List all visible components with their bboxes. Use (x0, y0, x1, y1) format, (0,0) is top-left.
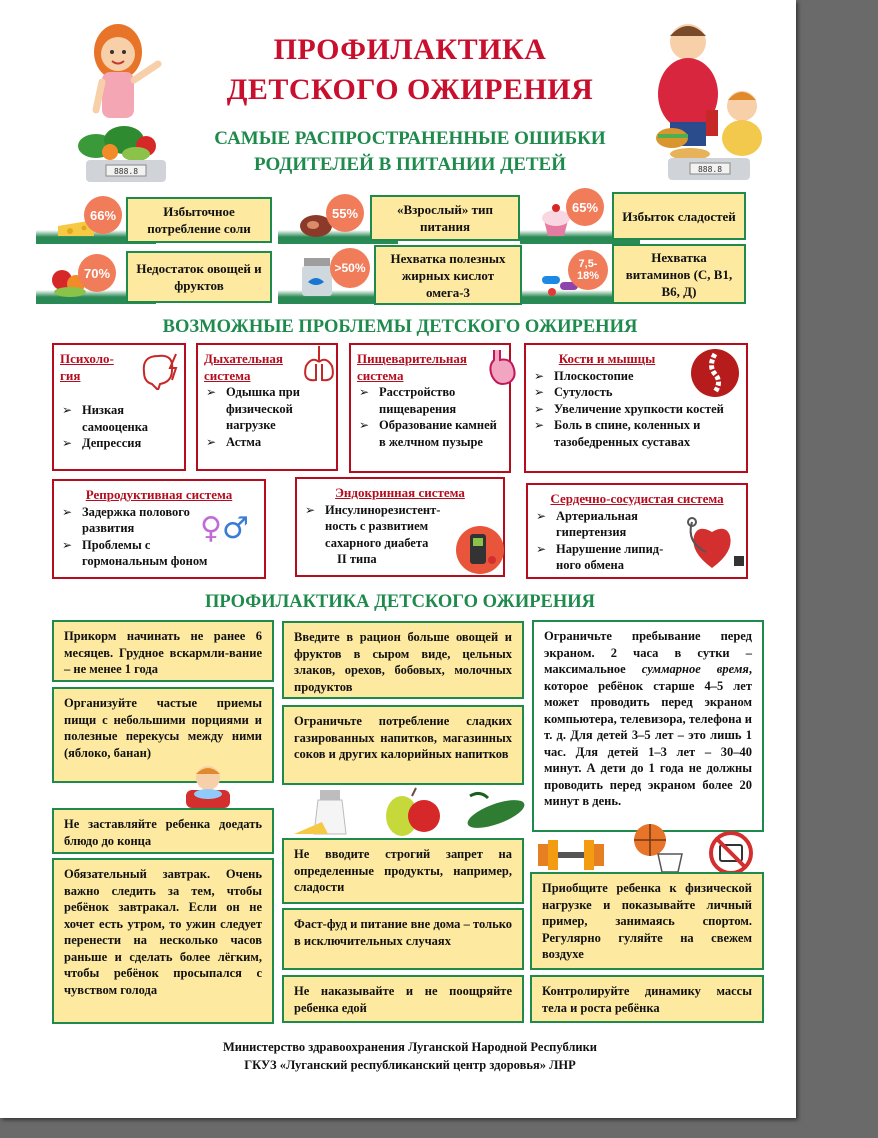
mistake-percent-badge: 65% (566, 188, 604, 226)
child-eating-icon (166, 762, 250, 810)
brain-icon (138, 350, 182, 390)
problem-title: Пищеварительная система (357, 351, 467, 383)
problem-item: ➢ Боль в спине, коленных и тазобедренных суставах (532, 417, 740, 450)
mistake-card: Избыточное потребление соли (126, 197, 272, 243)
dumbbell-icon (536, 836, 606, 872)
gender-symbols-icon: ♀♂ (200, 511, 249, 546)
tip-frequent-meals: Организуйте частые приемы пищи с небольшими порциями и полезные перекусы между ними (яблоко, банан) (52, 687, 274, 783)
problem-item: ➢ Сутулость (532, 384, 740, 401)
page-title (170, 30, 650, 110)
stomach-icon (484, 346, 520, 390)
subtitle-line-1: САМЫЕ РАСПРОСТРАНЕННЫЕ ОШИБКИ (214, 128, 606, 149)
tip-screen-time (532, 620, 764, 832)
mistake-percent-badge: >50% (330, 248, 370, 288)
subtitle (150, 126, 670, 178)
glucometer-icon (454, 524, 506, 576)
screen-text-part1: Ограничьте пребывание перед экраном. 2 часа в сутки – максимальное (544, 629, 752, 676)
tip-fast-food: Фаст-фуд и питание вне дома – только в исключительных случаях (282, 908, 524, 970)
spine-icon (690, 348, 740, 398)
footer-line-2: ГКУЗ «Луганский республиканский центр здоровья» ЛНР (244, 1058, 576, 1072)
basketball-hoop-icon (622, 822, 692, 874)
mistake-percent-badge: 66% (84, 196, 122, 234)
mistake-card: Нехватка витаминов (С, В1, В6, Д) (612, 244, 746, 304)
mistake-card: Недостаток овощей и фруктов (126, 251, 272, 303)
lungs-icon (298, 342, 340, 386)
heart-blood-pressure-icon (682, 512, 746, 574)
problem-item: ➢ Образование камней в желчном пузыре (357, 417, 503, 450)
mistake-card: «Взрослый» тип питания (370, 195, 520, 241)
footer-line-1: Министерство здравоохранения Луганской Народной Республики (222, 1040, 598, 1054)
milk-cheese-icon (292, 788, 356, 840)
problem-item: ➢ Проблемы с гормональным фоном (60, 537, 210, 570)
tip-control-weight: Контролируйте динамику массы тела и роста ребёнка (530, 975, 764, 1023)
problem-item: ➢ Нарушение липид-ного обмена (534, 541, 674, 574)
footer (150, 1038, 670, 1074)
problem-title: Сердечно-сосудистая система (550, 491, 724, 506)
tip-no-food-reward: Не наказывайте и не поощряйте ребенка едой (282, 975, 524, 1023)
apple-pear-icon (380, 780, 444, 840)
tip-more-vegetables: Введите в рацион больше овощей и фруктов в сыром виде, цельных злаков, орехов, бобовых, молочных продуктов (282, 621, 524, 699)
right-scale-readout: 888.8 (697, 165, 723, 174)
title-line-1: ПРОФИЛАКТИКА (273, 33, 547, 66)
problem-item: ➢ Одышка при физической нагрузке (204, 384, 330, 434)
screen-text-part2: , которое ребёнок старше 4–5 лет может проводить перед экраном компьютера, телевизора, телефона и т. д. Для детей 3–5 лет – это лишь 1 час. Для детей 1–3 лет – 30–40 минут. А дети до 1 года не должны проводить перед экраном более 20 минут в день. (544, 662, 752, 808)
mistake-percent-badge: 7,5-18% (568, 250, 608, 290)
mistake-card: Избыток сладостей (612, 192, 746, 240)
tip-no-strict-ban: Не вводите строгий запрет на определенные продукты, например, сладости (282, 838, 524, 904)
subtitle-line-2: РОДИТЕЛЕЙ В ПИТАНИИ ДЕТЕЙ (253, 154, 566, 175)
mistake-card: Нехватка полезных жирных кислот омега-3 (374, 245, 522, 305)
problem-item-tail: II типа (337, 552, 377, 566)
problem-title: Психоло-гия (60, 351, 114, 383)
no-tv-icon (708, 830, 754, 876)
problem-title: Кости и мышцы (558, 351, 656, 366)
left-scale-readout: 888.8 (113, 167, 139, 176)
mistake-percent-badge: 70% (78, 254, 116, 292)
problem-title: Эндокринная система (335, 485, 465, 500)
prevention-heading: ПРОФИЛАКТИКА ДЕТСКОГО ОЖИРЕНИЯ (205, 592, 595, 612)
screen-text-italic: суммарное время (641, 662, 749, 676)
problem-item: ➢ Артериальная гипертензия (534, 508, 674, 541)
problem-item: ➢ Плоскостопие (532, 368, 740, 385)
problem-item: ➢ Увеличение хрупкости костей (532, 401, 740, 418)
problem-item: ➢ Расстройство пищеварения (357, 384, 503, 417)
problem-title: Дыхательная система (204, 351, 283, 383)
problem-item: ➢ Задержка полового развития (60, 504, 210, 537)
problem-title: Репродуктивная система (85, 487, 233, 502)
tip-no-forcing: Не заставляйте ребенка доедать блюдо до конца (52, 808, 274, 854)
problem-item: ➢ Низкая самооценка (60, 402, 178, 435)
title-line-2: ДЕТСКОГО ОЖИРЕНИЯ (226, 73, 594, 106)
tip-physical-activity: Приобщите ребенка к физической нагрузке и показывайте личный пример, занимаясь спортом. Регулярно гуляйте на свежем воздухе (530, 872, 764, 970)
tip-limit-sugary-drinks: Ограничьте потребление сладких газированных напитков, магазинных соков и других калорийных напитков (282, 705, 524, 785)
problem-item: ➢ Инсулинорезистент-ность с развитием сахарного диабета (303, 502, 453, 552)
problems-heading: ВОЗМОЖНЫЕ ПРОБЛЕМЫ ДЕТСКОГО ОЖИРЕНИЯ (162, 317, 638, 337)
mistake-percent-badge: 55% (326, 194, 364, 232)
problem-item: ➢ Астма (204, 434, 330, 451)
tip-complementary-feeding: Прикорм начинать не ранее 6 месяцев. Грудное вскармли-вание – не менее 1 года (52, 620, 274, 682)
tip-breakfast: Обязательный завтрак. Очень важно следить за тем, чтобы ребёнок завтракал. Если он не хочет есть утром, то ужин следует перенести на несколько часов раньше и сделать более лёгким, чтобы ребёнок просыпался с чувством голода (52, 858, 274, 1024)
cucumber-icon (460, 786, 530, 836)
problem-item: ➢ Депрессия (60, 435, 178, 452)
